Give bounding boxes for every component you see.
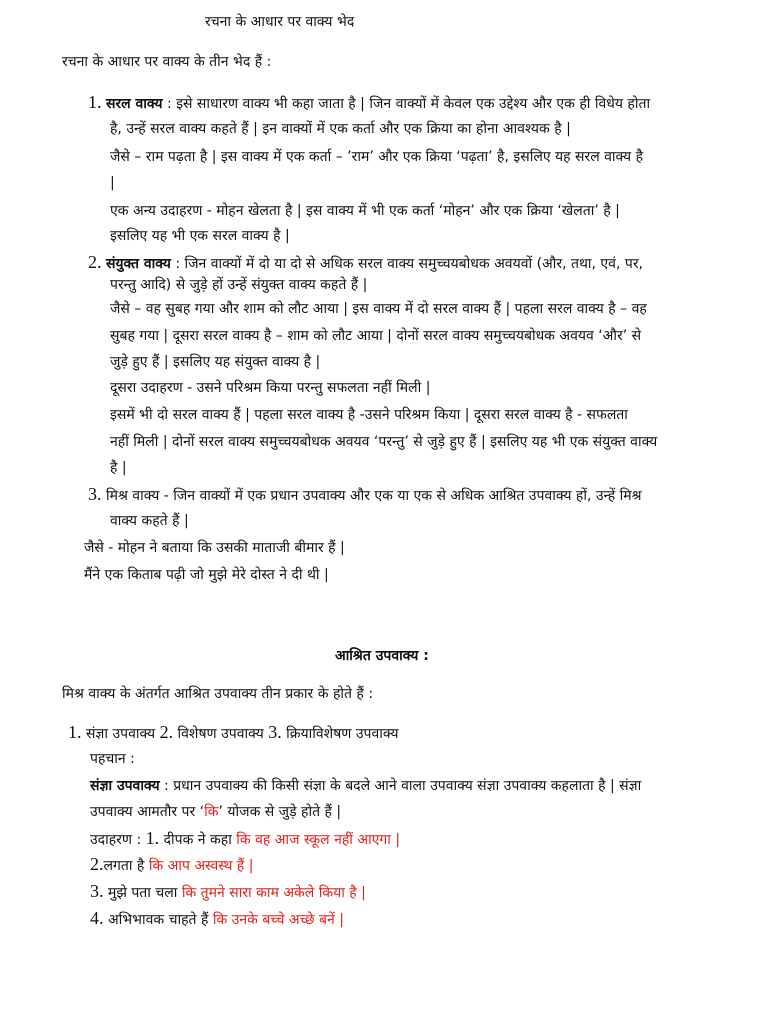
- item1-number: 1.: [88, 92, 102, 112]
- section2-intro: मिश्र वाक्य के अंतर्गत आश्रित उपवाक्य तीन प्रकार के होते हैं :: [62, 686, 374, 702]
- intro-line: रचना के आधार पर वाक्य के तीन भेद हैं :: [62, 54, 272, 70]
- example1-main: दीपक ने कहा: [159, 832, 237, 848]
- item1-line2: है, उन्हें सरल वाक्य कहते हैं | इन वाक्यों में एक कर्ता और एक क्रिया का होना आवश्यक है |: [110, 121, 571, 137]
- example1-number: 1.: [145, 828, 160, 848]
- item2-text1: : जिन वाक्यों में दो या दो से अधिक सरल वाक्य समुच्चयबोधक अवयवों (और, तथा, एवं, पर,: [170, 256, 643, 272]
- type2-number: 2.: [159, 722, 174, 742]
- type3-number: 3.: [268, 722, 282, 742]
- item2-line3: जैसे – वह सुबह गया और शाम को लौट आया | इस वाक्य में दो सरल वाक्य हैं | पहला सरल वाक्य है – वह: [110, 301, 647, 317]
- example-line3: [90, 881, 366, 903]
- example3-main: मुझे पता चला: [103, 885, 182, 901]
- item3-line2: वाक्य कहते हैं |: [110, 513, 189, 529]
- item2-line4: सुबह गया | दूसरा सरल वाक्य है – शाम को लौट आया | दोनों सरल वाक्य समुच्चयबोधक अवयव ‘और’ से: [110, 328, 642, 344]
- example4-clause: कि उनके बच्चे अच्छे बनें |: [212, 912, 344, 928]
- section2-title: आश्रित उपवाक्य :: [335, 648, 429, 664]
- item2-number: 2.: [88, 252, 102, 272]
- example2-number: 2.: [90, 854, 104, 874]
- item1-line4: |: [110, 175, 115, 191]
- sangya-text1: : प्रधान उपवाक्य की किसी संज्ञा के बदले आने वाला उपवाक्य संज्ञा उपवाक्य कहलाता है | संज्ञा: [159, 778, 642, 794]
- type2-label: विशेषण उपवाक्य: [173, 726, 269, 742]
- sangya-line1: [90, 776, 641, 796]
- identification-label: पहचान :: [90, 751, 135, 767]
- item3-number: 3.: [88, 484, 102, 504]
- item2-line5: जुड़े हुए हैं | इसलिए यह संयुक्त वाक्य है |: [110, 354, 321, 370]
- sangya-term: संज्ञा उपवाक्य: [90, 778, 160, 794]
- sangya-text2a: उपवाक्य आमतौर पर ‘: [90, 804, 205, 820]
- item2-line1: [88, 252, 643, 274]
- item3-example1: जैसे - मोहन ने बताया कि उसकी माताजी बीमार हैं |: [84, 540, 345, 556]
- type3-label: क्रियाविशेषण उपवाक्य: [281, 726, 399, 742]
- ki-connector: कि: [204, 804, 219, 820]
- example-line1: [90, 828, 400, 850]
- sangya-text2b: ’ योजक से जुड़े होते हैं |: [218, 804, 342, 820]
- item3-example2: मैंने एक किताब पढ़ी जो मुझे मेरे दोस्त ने दी थी |: [84, 567, 329, 583]
- example3-clause: कि तुमने सारा काम अकेले किया है |: [181, 885, 366, 901]
- item2-line6: दूसरा उदाहरण - उसने परिश्रम किया परन्तु सफलता नहीं मिली |: [110, 380, 431, 396]
- document-title: रचना के आधार पर वाक्य भेद: [205, 14, 355, 30]
- item1-line3: जैसे – राम पढ़ता है | इस वाक्य में एक कर्ता – ’राम’ और एक क्रिया ‘पढ़ता’ है, इसलिए यह सरल वाक्य है: [110, 149, 644, 165]
- example-label: उदाहरण :: [90, 832, 146, 848]
- example1-clause: कि वह आज स्कूल नहीं आएगा |: [236, 832, 401, 848]
- item2-term: संयुक्त वाक्य: [105, 256, 171, 272]
- example-line4: [90, 908, 344, 930]
- item1-term: सरल वाक्य: [105, 96, 163, 112]
- type1-number: 1.: [68, 722, 82, 742]
- item1-line1: [88, 92, 650, 114]
- example2-clause: कि आप अस्वस्थ हैं |: [148, 858, 254, 874]
- example2-main: लगता है: [103, 858, 149, 874]
- item3-text1: मिश्र वाक्य - जिन वाक्यों में एक प्रधान उपवाक्य और एक या एक से अधिक आश्रित उपवाक्य हों, उन्हें मिश्र: [101, 488, 642, 504]
- item2-line7: इसमें भी दो सरल वाक्य हैं | पहला सरल वाक्य है -उसने परिश्रम किया | दूसरा सरल वाक्य है - सफलता: [110, 407, 628, 423]
- item1-line6: इसलिए यह भी एक सरल वाक्य है |: [110, 228, 290, 244]
- item2-line2: परन्तु आदि) से जुड़े हों उन्हें संयुक्त वाक्य कहते हैं |: [110, 277, 368, 293]
- example4-main: अभिभावक चाहते हैं: [103, 912, 213, 928]
- item2-line9: है |: [110, 460, 127, 476]
- sangya-line2: [90, 802, 341, 822]
- item2-line8: नहीं मिली | दोनों सरल वाक्य समुच्चयबोधक अवयव ‘परन्तु’ से जुड़े हुए हैं | इसलिए यह भी एक संयुक्त वाक्य: [110, 434, 658, 450]
- example-line2: [90, 854, 253, 876]
- clause-types-line: [68, 722, 399, 744]
- type1-label: संज्ञा उपवाक्य: [81, 726, 160, 742]
- example3-number: 3.: [90, 881, 104, 901]
- example4-number: 4.: [90, 908, 104, 928]
- item1-text1: : इसे साधारण वाक्य भी कहा जाता है | जिन वाक्यों में केवल एक उद्देश्य और एक ही विधेय होता: [162, 96, 651, 112]
- item3-line1: [88, 484, 642, 506]
- item1-line5: एक अन्य उदाहरण - मोहन खेलता है | इस वाक्य में भी एक कर्ता ‘मोहन’ और एक क्रिया ‘खेलता’ है |: [110, 203, 620, 219]
